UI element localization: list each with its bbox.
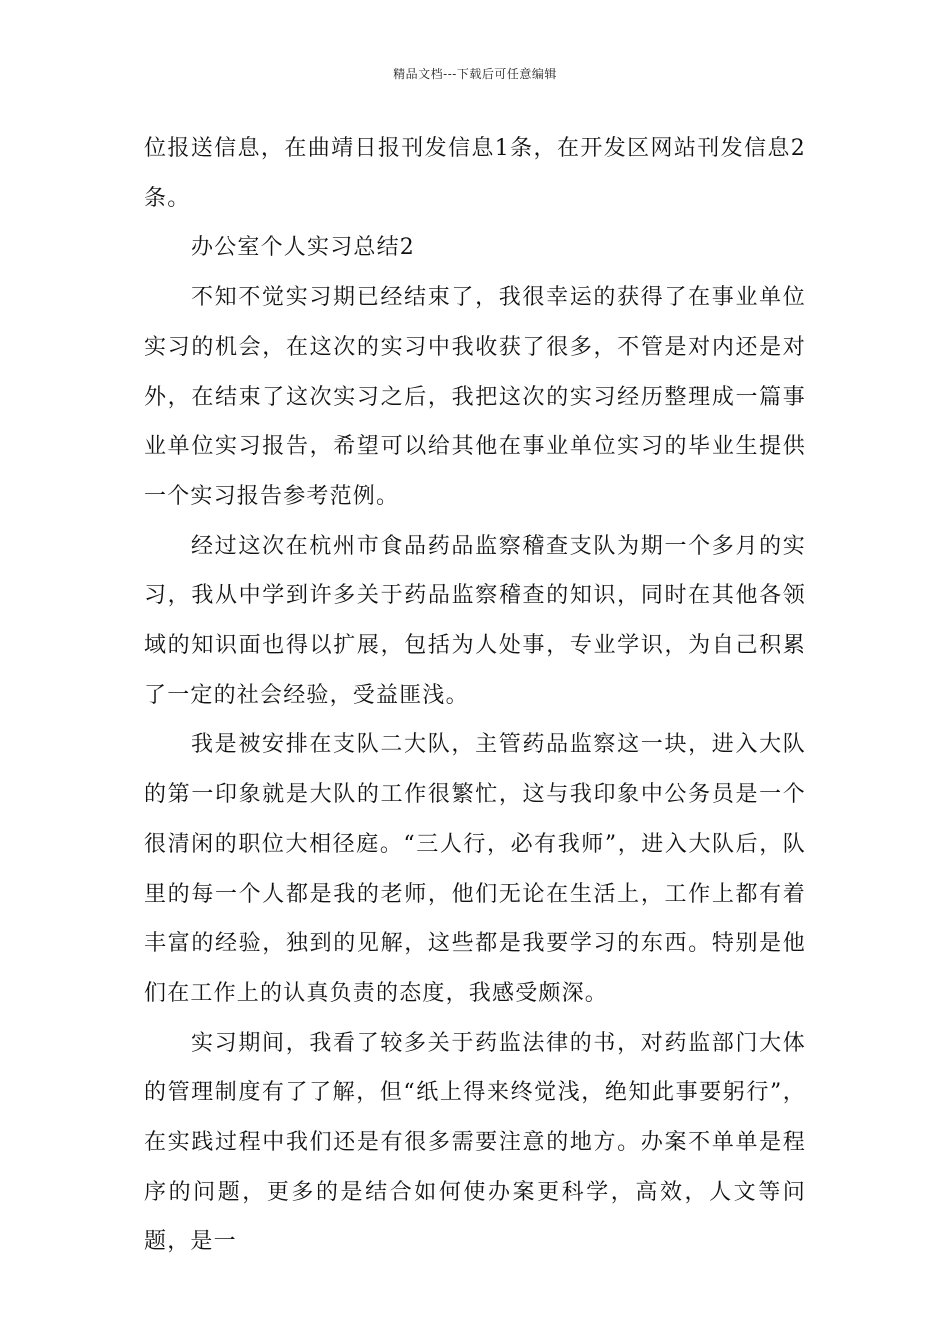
paragraph-experience: 经过这次在杭州市食品药品监察稽查支队为期一个多月的实习，我从中学到许多关于药品监察稽查的知识，同时在其他各领域的知识面也得以扩展，包括为人处事，专业学识，为自己积累了一定的社会经验，受益匪浅。: [144, 533, 806, 708]
paragraph-practice: 实习期间，我看了较多关于药监法律的书，对药监部门大体的管理制度有了了解，但“纸上得来终觉浅，绝知此事要躬行”，在实践过程中我们还是有很多需要注意的地方。办案不单单是程序的问题，更多的是结合如何使办案更科学，高效，人文等问题，是一: [144, 1030, 806, 1255]
document-body: [144, 124, 806, 1267]
paragraph-continuation: 位报送信息，在曲靖日报刊发信息1条，在开发区网站刊发信息2条。: [144, 136, 806, 211]
section-heading: 办公室个人实习总结2: [191, 235, 415, 261]
paragraph-intro: 不知不觉实习期已经结束了，我很幸运的获得了在事业单位实习的机会，在这次的实习中我收获了很多，不管是对内还是对外，在结束了这次实习之后，我把这次的实习经历整理成一篇事业单位实习报告，希望可以给其他在事业单位实习的毕业生提供一个实习报告参考范例。: [144, 285, 806, 509]
paragraph-team: 我是被安排在支队二大队，主管药品监察这一块，进入大队的第一印象就是大队的工作很繁忙，这与我印象中公务员是一个很清闲的职位大相径庭。“三人行，必有我师”，进入大队后，队里的每一个人都是我的老师，他们无论在生活上，工作上都有着丰富的经验，独到的见解，这些都是我要学习的东西。特别是他们在工作上的认真负责的态度，我感受颇深。: [144, 732, 806, 1006]
page-header: 精品文档---下载后可任意编辑: [393, 67, 557, 81]
